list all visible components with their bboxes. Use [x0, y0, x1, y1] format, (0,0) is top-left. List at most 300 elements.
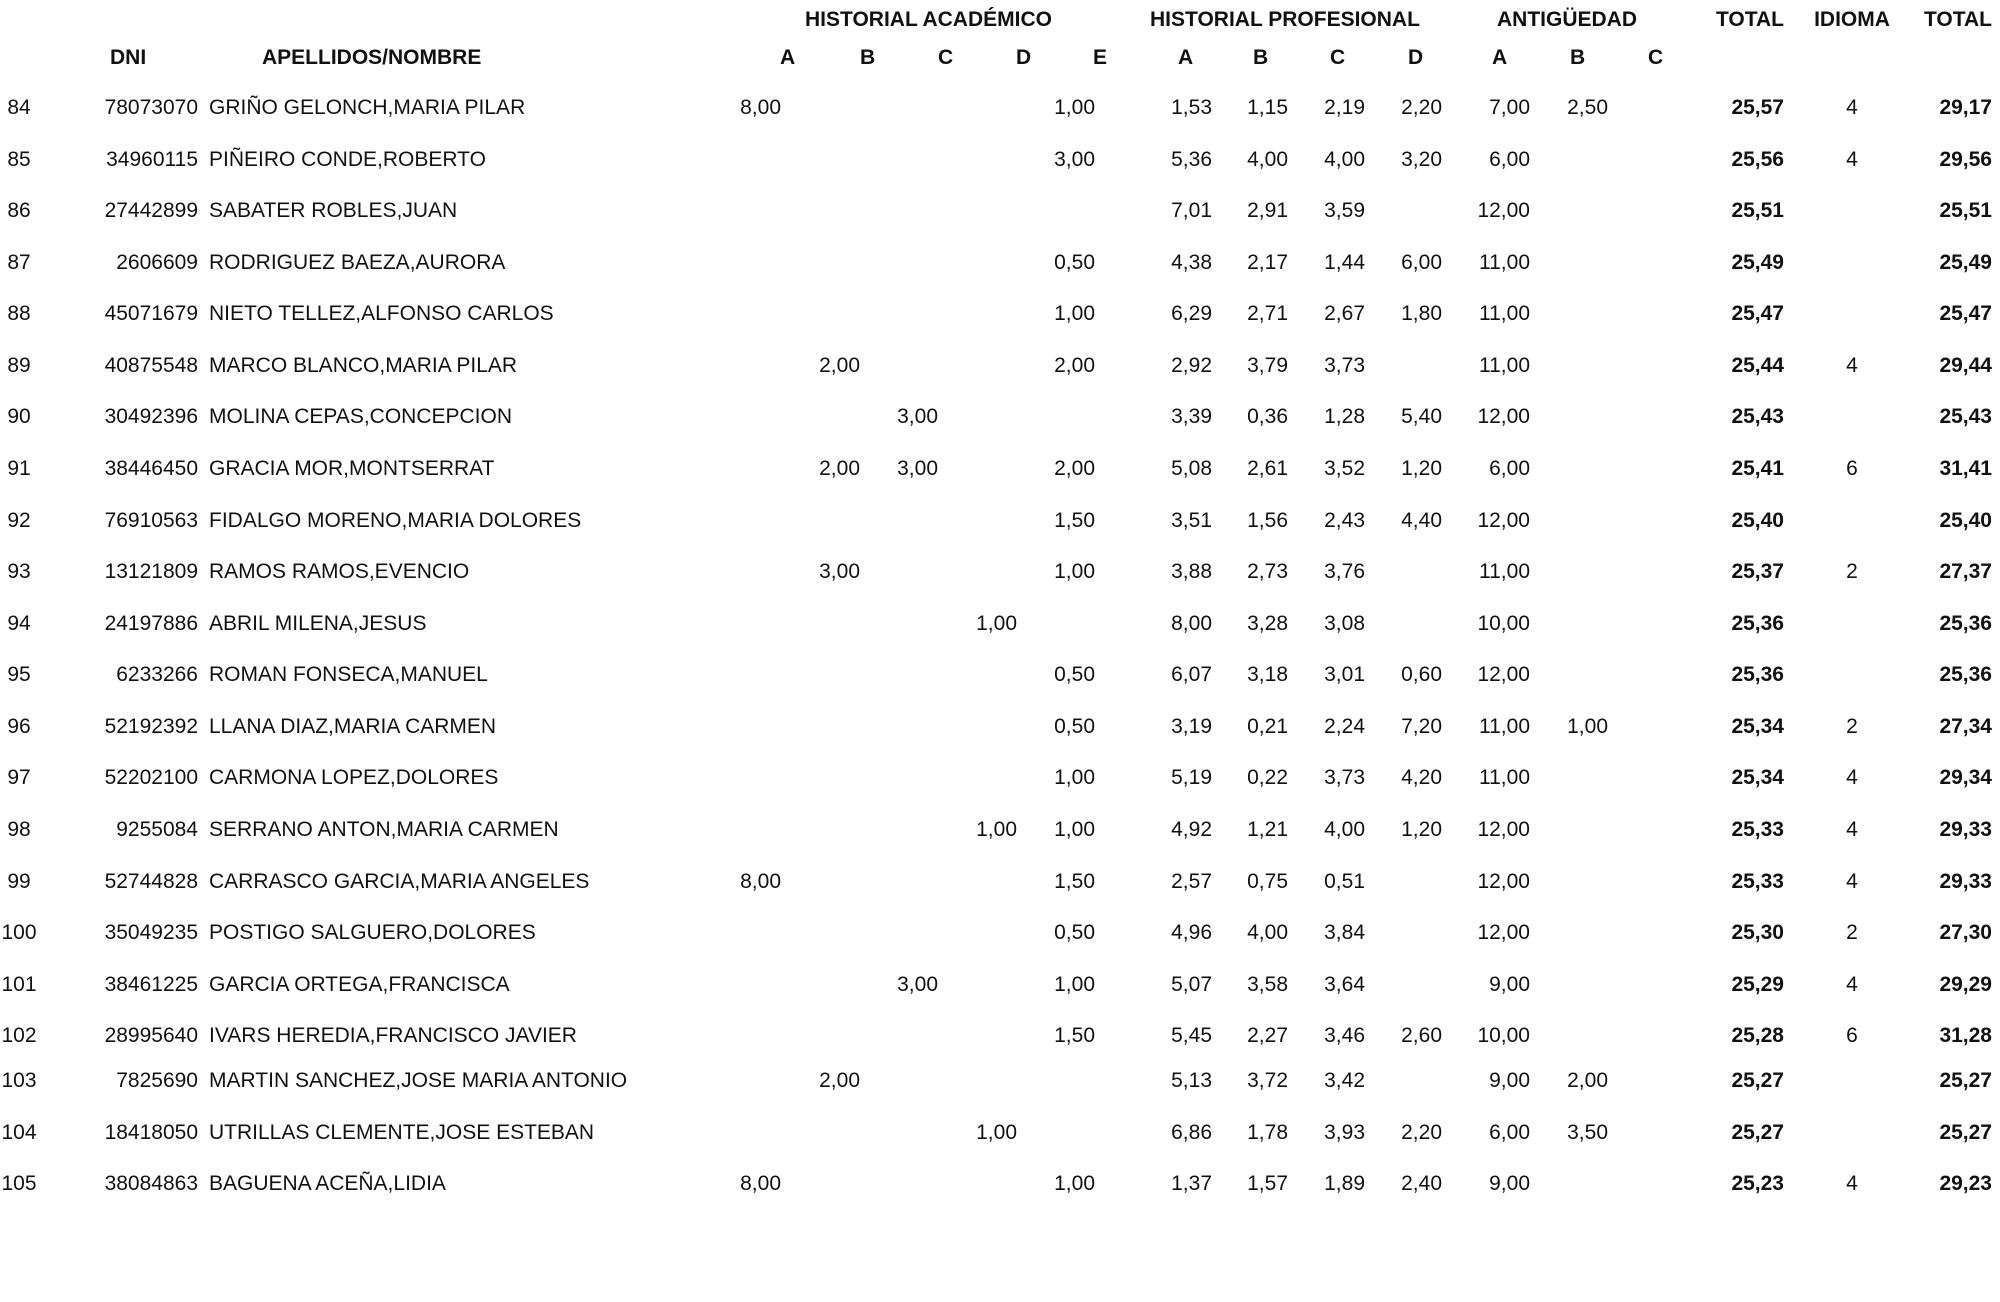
- name-cell: GRACIA MOR,MONTSERRAT: [209, 457, 495, 480]
- acad-cell-e: 0,50: [1054, 921, 1095, 944]
- idioma-cell: 2: [1846, 715, 1858, 738]
- prof-cell-c: 3,08: [1324, 612, 1365, 635]
- prof-cell-a: 5,08: [1171, 457, 1212, 480]
- total-final-cell: 29,29: [1939, 973, 1992, 996]
- ant-cell-a: 11,00: [1479, 354, 1530, 377]
- name-cell: RODRIGUEZ BAEZA,AURORA: [209, 251, 506, 274]
- total-final-cell: 29,33: [1939, 818, 1992, 841]
- prof-cell-c: 2,43: [1324, 509, 1365, 532]
- ant-cell-a: 6,00: [1489, 1121, 1530, 1144]
- table-row: [0, 765, 2000, 795]
- acad-cell-c: 3,00: [897, 405, 938, 428]
- name-cell: IVARS HEREDIA,FRANCISCO JAVIER: [209, 1024, 577, 1047]
- row-number: 86: [7, 199, 31, 222]
- row-number: 92: [7, 509, 31, 532]
- prof-cell-c: 3,76: [1324, 560, 1365, 583]
- acad-cell-e: 0,50: [1054, 663, 1095, 686]
- prof-cell-c: 3,59: [1324, 199, 1365, 222]
- prof-cell-b: 0,22: [1247, 766, 1288, 789]
- prof-cell-d: 0,60: [1401, 663, 1442, 686]
- total-final-cell: 25,40: [1939, 509, 1992, 532]
- total-cell: 25,29: [1731, 973, 1784, 996]
- dni-cell: 78073070: [104, 96, 198, 119]
- column-acad-e: E: [1093, 46, 1108, 69]
- prof-cell-c: 1,44: [1324, 251, 1365, 274]
- ant-cell-a: 9,00: [1489, 973, 1530, 996]
- table-row: [0, 1171, 2000, 1201]
- total-cell: 25,27: [1731, 1069, 1784, 1092]
- table-row: [0, 456, 2000, 486]
- total-cell: 25,36: [1731, 612, 1784, 635]
- name-cell: POSTIGO SALGUERO,DOLORES: [209, 921, 536, 944]
- idioma-cell: 2: [1846, 921, 1858, 944]
- ant-cell-a: 11,00: [1479, 251, 1530, 274]
- acad-cell-e: 2,00: [1054, 457, 1095, 480]
- table-row: [0, 662, 2000, 692]
- column-ant-a: A: [1492, 46, 1508, 69]
- prof-cell-a: 6,29: [1171, 302, 1212, 325]
- prof-cell-c: 3,64: [1324, 973, 1365, 996]
- prof-cell-b: 2,17: [1247, 251, 1288, 274]
- ant-cell-b: 1,00: [1567, 715, 1608, 738]
- total-cell: 25,23: [1731, 1172, 1784, 1195]
- table-row: [0, 1023, 2000, 1053]
- idioma-cell: 2: [1846, 560, 1858, 583]
- column-nombre: APELLIDOS/NOMBRE: [262, 46, 482, 69]
- acad-cell-a: 8,00: [740, 1172, 781, 1195]
- name-cell: MOLINA CEPAS,CONCEPCION: [209, 405, 513, 428]
- group-idioma: IDIOMA: [1814, 8, 1890, 31]
- table-row: [0, 1120, 2000, 1150]
- prof-cell-b: 1,15: [1247, 96, 1288, 119]
- table-row: [0, 404, 2000, 434]
- total-final-cell: 31,28: [1939, 1024, 1992, 1047]
- prof-cell-d: 5,40: [1401, 405, 1442, 428]
- table-row: [0, 301, 2000, 331]
- prof-cell-d: 2,20: [1401, 96, 1442, 119]
- prof-cell-c: 1,89: [1324, 1172, 1365, 1195]
- prof-cell-b: 1,56: [1247, 509, 1288, 532]
- table-row: [0, 611, 2000, 641]
- acad-cell-e: 0,50: [1054, 715, 1095, 738]
- group-total-final: TOTAL: [1923, 8, 1992, 31]
- dni-cell: 76910563: [104, 509, 198, 532]
- table-row: [0, 250, 2000, 280]
- prof-cell-b: 4,00: [1247, 921, 1288, 944]
- dni-cell: 6233266: [116, 663, 198, 686]
- acad-cell-b: 3,00: [819, 560, 860, 583]
- prof-cell-d: 1,20: [1401, 457, 1442, 480]
- prof-cell-a: 3,51: [1171, 509, 1212, 532]
- total-final-cell: 29,23: [1939, 1172, 1992, 1195]
- prof-cell-c: 1,28: [1324, 405, 1365, 428]
- prof-cell-a: 2,92: [1171, 354, 1212, 377]
- acad-cell-e: 1,00: [1054, 818, 1095, 841]
- prof-cell-c: 0,51: [1324, 870, 1365, 893]
- total-final-cell: 25,51: [1939, 199, 1992, 222]
- name-cell: UTRILLAS CLEMENTE,JOSE ESTEBAN: [209, 1121, 595, 1144]
- prof-cell-b: 1,78: [1247, 1121, 1288, 1144]
- acad-cell-e: 1,00: [1054, 1172, 1095, 1195]
- idioma-cell: 4: [1846, 870, 1858, 893]
- ant-cell-a: 7,00: [1489, 96, 1530, 119]
- total-cell: 25,34: [1731, 766, 1784, 789]
- prof-cell-b: 2,73: [1247, 560, 1288, 583]
- ant-cell-a: 10,00: [1477, 1024, 1530, 1047]
- acad-cell-e: 1,00: [1054, 96, 1095, 119]
- total-cell: 25,34: [1731, 715, 1784, 738]
- prof-cell-b: 0,21: [1247, 715, 1288, 738]
- ant-cell-a: 9,00: [1489, 1172, 1530, 1195]
- row-number: 98: [7, 818, 31, 841]
- total-final-cell: 29,33: [1939, 870, 1992, 893]
- prof-cell-b: 1,21: [1247, 818, 1288, 841]
- dni-cell: 7825690: [116, 1069, 198, 1092]
- prof-cell-c: 4,00: [1324, 148, 1365, 171]
- prof-cell-a: 5,07: [1171, 973, 1212, 996]
- ant-cell-a: 12,00: [1477, 870, 1530, 893]
- total-final-cell: 25,49: [1939, 251, 1992, 274]
- dni-cell: 38084863: [104, 1172, 198, 1195]
- prof-cell-c: 3,42: [1324, 1069, 1365, 1092]
- prof-cell-b: 0,75: [1247, 870, 1288, 893]
- name-cell: PIÑEIRO CONDE,ROBERTO: [209, 148, 486, 171]
- total-final-cell: 25,27: [1939, 1121, 1992, 1144]
- prof-cell-d: 4,40: [1401, 509, 1442, 532]
- name-cell: CARMONA LOPEZ,DOLORES: [209, 766, 499, 789]
- acad-cell-e: 1,00: [1054, 973, 1095, 996]
- prof-cell-b: 1,57: [1247, 1172, 1288, 1195]
- prof-cell-a: 3,88: [1171, 560, 1212, 583]
- dni-cell: 38461225: [104, 973, 198, 996]
- prof-cell-b: 4,00: [1247, 148, 1288, 171]
- column-ant-c: C: [1648, 46, 1664, 69]
- ant-cell-b: 3,50: [1567, 1121, 1608, 1144]
- dni-cell: 52202100: [104, 766, 198, 789]
- acad-cell-b: 2,00: [819, 1069, 860, 1092]
- name-cell: ABRIL MILENA,JESUS: [209, 612, 427, 635]
- row-number: 102: [1, 1024, 37, 1047]
- name-cell: LLANA DIAZ,MARIA CARMEN: [209, 715, 497, 738]
- prof-cell-c: 3,84: [1324, 921, 1365, 944]
- column-acad-d: D: [1016, 46, 1032, 69]
- ant-cell-a: 6,00: [1489, 457, 1530, 480]
- total-final-cell: 25,36: [1939, 612, 1992, 635]
- table-row: [0, 714, 2000, 744]
- prof-cell-a: 7,01: [1171, 199, 1212, 222]
- name-cell: MARTIN SANCHEZ,JOSE MARIA ANTONIO: [209, 1069, 628, 1092]
- table-row: [0, 972, 2000, 1002]
- ant-cell-a: 11,00: [1479, 766, 1530, 789]
- acad-cell-e: 1,50: [1054, 509, 1095, 532]
- prof-cell-c: 2,67: [1324, 302, 1365, 325]
- acad-cell-e: 3,00: [1054, 148, 1095, 171]
- prof-cell-a: 3,39: [1171, 405, 1212, 428]
- prof-cell-b: 2,61: [1247, 457, 1288, 480]
- idioma-cell: 4: [1846, 148, 1858, 171]
- dni-cell: 13121809: [104, 560, 198, 583]
- ant-cell-a: 12,00: [1477, 921, 1530, 944]
- prof-cell-d: 2,60: [1401, 1024, 1442, 1047]
- acad-cell-e: 1,00: [1054, 302, 1095, 325]
- table-row: [0, 508, 2000, 538]
- name-cell: FIDALGO MORENO,MARIA DOLORES: [209, 509, 582, 532]
- prof-cell-d: 2,40: [1401, 1172, 1442, 1195]
- prof-cell-d: 6,00: [1401, 251, 1442, 274]
- total-final-cell: 25,36: [1939, 663, 1992, 686]
- idioma-cell: 4: [1846, 96, 1858, 119]
- table-row: [0, 920, 2000, 950]
- total-cell: 25,33: [1731, 818, 1784, 841]
- total-final-cell: 27,34: [1939, 715, 1992, 738]
- idioma-cell: 4: [1846, 818, 1858, 841]
- total-final-cell: 27,30: [1939, 921, 1992, 944]
- total-cell: 25,49: [1731, 251, 1784, 274]
- dni-cell: 28995640: [104, 1024, 198, 1047]
- total-cell: 25,51: [1731, 199, 1784, 222]
- row-number: 87: [7, 251, 31, 274]
- column-ant-b: B: [1570, 46, 1586, 69]
- row-number: 85: [7, 148, 31, 171]
- name-cell: MARCO BLANCO,MARIA PILAR: [209, 354, 518, 377]
- dni-cell: 38446450: [104, 457, 198, 480]
- acad-cell-e: 1,00: [1054, 766, 1095, 789]
- total-final-cell: 25,27: [1939, 1069, 1992, 1092]
- row-number: 93: [7, 560, 31, 583]
- prof-cell-a: 4,38: [1171, 251, 1212, 274]
- name-cell: GARCIA ORTEGA,FRANCISCA: [209, 973, 510, 996]
- prof-cell-c: 3,73: [1324, 766, 1365, 789]
- row-number: 94: [7, 612, 31, 635]
- total-cell: 25,56: [1731, 148, 1784, 171]
- acad-cell-a: 8,00: [740, 96, 781, 119]
- row-number: 90: [7, 405, 31, 428]
- prof-cell-d: 2,20: [1401, 1121, 1442, 1144]
- dni-cell: 52192392: [104, 715, 198, 738]
- row-number: 95: [7, 663, 31, 686]
- prof-cell-c: 2,19: [1324, 96, 1365, 119]
- prof-cell-d: 7,20: [1401, 715, 1442, 738]
- acad-cell-e: 1,50: [1054, 1024, 1095, 1047]
- name-cell: NIETO TELLEZ,ALFONSO CARLOS: [209, 302, 554, 325]
- dni-cell: 27442899: [104, 199, 198, 222]
- group-total: TOTAL: [1715, 8, 1784, 31]
- ant-cell-a: 11,00: [1479, 302, 1530, 325]
- row-number: 91: [7, 457, 31, 480]
- ant-cell-b: 2,50: [1567, 96, 1608, 119]
- ant-cell-a: 9,00: [1489, 1069, 1530, 1092]
- row-number: 84: [7, 96, 31, 119]
- dni-cell: 52744828: [104, 870, 198, 893]
- dni-cell: 35049235: [104, 921, 198, 944]
- column-prof-b: B: [1253, 46, 1269, 69]
- row-number: 101: [1, 973, 37, 996]
- prof-cell-d: 4,20: [1401, 766, 1442, 789]
- dni-cell: 30492396: [104, 405, 198, 428]
- prof-cell-b: 3,28: [1247, 612, 1288, 635]
- total-cell: 25,28: [1731, 1024, 1784, 1047]
- name-cell: SABATER ROBLES,JUAN: [209, 199, 458, 222]
- prof-cell-c: 4,00: [1324, 818, 1365, 841]
- dni-cell: 45071679: [104, 302, 198, 325]
- row-number: 105: [1, 1172, 37, 1195]
- name-cell: ROMAN FONSECA,MANUEL: [209, 663, 488, 686]
- dni-cell: 40875548: [104, 354, 198, 377]
- total-cell: 25,47: [1731, 302, 1784, 325]
- prof-cell-a: 6,86: [1171, 1121, 1212, 1144]
- total-final-cell: 29,56: [1939, 148, 1992, 171]
- prof-cell-b: 2,71: [1247, 302, 1288, 325]
- acad-cell-d: 1,00: [976, 612, 1017, 635]
- prof-cell-a: 3,19: [1171, 715, 1212, 738]
- column-acad-b: B: [860, 46, 876, 69]
- prof-cell-a: 6,07: [1171, 663, 1212, 686]
- total-final-cell: 29,44: [1939, 354, 1992, 377]
- ant-cell-a: 6,00: [1489, 148, 1530, 171]
- acad-cell-e: 1,50: [1054, 870, 1095, 893]
- acad-cell-a: 8,00: [740, 870, 781, 893]
- acad-cell-c: 3,00: [897, 457, 938, 480]
- total-final-cell: 27,37: [1939, 560, 1992, 583]
- table-row: [0, 817, 2000, 847]
- prof-cell-b: 3,58: [1247, 973, 1288, 996]
- ant-cell-a: 12,00: [1477, 663, 1530, 686]
- idioma-cell: 4: [1846, 354, 1858, 377]
- acad-cell-e: 0,50: [1054, 251, 1095, 274]
- column-acad-c: C: [938, 46, 954, 69]
- table-row: [0, 353, 2000, 383]
- total-cell: 25,30: [1731, 921, 1784, 944]
- prof-cell-a: 5,13: [1171, 1069, 1212, 1092]
- total-final-cell: 29,17: [1939, 96, 1992, 119]
- ant-cell-b: 2,00: [1567, 1069, 1608, 1092]
- prof-cell-c: 3,93: [1324, 1121, 1365, 1144]
- ant-cell-a: 11,00: [1479, 560, 1530, 583]
- ant-cell-a: 12,00: [1477, 509, 1530, 532]
- row-number: 89: [7, 354, 31, 377]
- acad-cell-c: 3,00: [897, 973, 938, 996]
- dni-cell: 9255084: [116, 818, 198, 841]
- name-cell: SERRANO ANTON,MARIA CARMEN: [209, 818, 559, 841]
- table-row: [0, 869, 2000, 899]
- dni-cell: 24197886: [104, 612, 198, 635]
- acad-cell-e: 2,00: [1054, 354, 1095, 377]
- prof-cell-a: 1,37: [1171, 1172, 1212, 1195]
- prof-cell-c: 3,46: [1324, 1024, 1365, 1047]
- row-number: 99: [7, 870, 31, 893]
- total-cell: 25,36: [1731, 663, 1784, 686]
- row-number: 96: [7, 715, 31, 738]
- prof-cell-b: 2,27: [1247, 1024, 1288, 1047]
- column-prof-a: A: [1178, 46, 1194, 69]
- acad-cell-b: 2,00: [819, 457, 860, 480]
- prof-cell-b: 3,72: [1247, 1069, 1288, 1092]
- prof-cell-c: 3,52: [1324, 457, 1365, 480]
- name-cell: GRIÑO GELONCH,MARIA PILAR: [209, 96, 526, 119]
- total-final-cell: 25,47: [1939, 302, 1992, 325]
- ant-cell-a: 12,00: [1477, 199, 1530, 222]
- group-profesional: HISTORIAL PROFESIONAL: [1150, 8, 1420, 31]
- total-cell: 25,27: [1731, 1121, 1784, 1144]
- prof-cell-c: 2,24: [1324, 715, 1365, 738]
- prof-cell-a: 5,45: [1171, 1024, 1212, 1047]
- idioma-cell: 4: [1846, 766, 1858, 789]
- table-row: [0, 559, 2000, 589]
- ant-cell-a: 12,00: [1477, 405, 1530, 428]
- ant-cell-a: 10,00: [1477, 612, 1530, 635]
- total-cell: 25,43: [1731, 405, 1784, 428]
- prof-cell-a: 8,00: [1171, 612, 1212, 635]
- row-number: 97: [7, 766, 31, 789]
- acad-cell-e: 1,00: [1054, 560, 1095, 583]
- prof-cell-c: 3,73: [1324, 354, 1365, 377]
- row-number: 100: [1, 921, 37, 944]
- dni-cell: 34960115: [106, 148, 198, 171]
- column-prof-d: D: [1408, 46, 1424, 69]
- prof-cell-a: 4,92: [1171, 818, 1212, 841]
- name-cell: RAMOS RAMOS,EVENCIO: [209, 560, 470, 583]
- prof-cell-d: 1,80: [1401, 302, 1442, 325]
- prof-cell-d: 3,20: [1401, 148, 1442, 171]
- name-cell: CARRASCO GARCIA,MARIA ANGELES: [209, 870, 590, 893]
- row-number: 104: [1, 1121, 37, 1144]
- table-row: [0, 1068, 2000, 1098]
- total-cell: 25,37: [1731, 560, 1784, 583]
- ant-cell-a: 11,00: [1479, 715, 1530, 738]
- prof-cell-b: 3,18: [1247, 663, 1288, 686]
- prof-cell-b: 0,36: [1247, 405, 1288, 428]
- idioma-cell: 6: [1846, 1024, 1858, 1047]
- table-row: [0, 198, 2000, 228]
- dni-cell: 2606609: [116, 251, 198, 274]
- total-final-cell: 29,34: [1939, 766, 1992, 789]
- total-cell: 25,33: [1731, 870, 1784, 893]
- table-row: [0, 95, 2000, 125]
- prof-cell-a: 2,57: [1171, 870, 1212, 893]
- table-row: [0, 147, 2000, 177]
- total-cell: 25,57: [1731, 96, 1784, 119]
- acad-cell-d: 1,00: [976, 818, 1017, 841]
- prof-cell-c: 3,01: [1324, 663, 1365, 686]
- prof-cell-a: 1,53: [1171, 96, 1212, 119]
- prof-cell-d: 1,20: [1401, 818, 1442, 841]
- idioma-cell: 6: [1846, 457, 1858, 480]
- prof-cell-a: 5,19: [1171, 766, 1212, 789]
- total-cell: 25,44: [1731, 354, 1784, 377]
- group-academico: HISTORIAL ACADÉMICO: [805, 8, 1052, 31]
- ant-cell-a: 12,00: [1477, 818, 1530, 841]
- column-prof-c: C: [1330, 46, 1346, 69]
- total-final-cell: 25,43: [1939, 405, 1992, 428]
- total-final-cell: 31,41: [1939, 457, 1992, 480]
- prof-cell-b: 3,79: [1247, 354, 1288, 377]
- total-cell: 25,41: [1731, 457, 1784, 480]
- prof-cell-a: 5,36: [1171, 148, 1212, 171]
- row-number: 88: [7, 302, 31, 325]
- column-dni: DNI: [110, 46, 147, 69]
- idioma-cell: 4: [1846, 973, 1858, 996]
- row-number: 103: [1, 1069, 37, 1092]
- dni-cell: 18418050: [104, 1121, 198, 1144]
- column-acad-a: A: [780, 46, 796, 69]
- acad-cell-b: 2,00: [819, 354, 860, 377]
- prof-cell-a: 4,96: [1171, 921, 1212, 944]
- name-cell: BAGUENA ACEÑA,LIDIA: [209, 1172, 446, 1195]
- total-cell: 25,40: [1731, 509, 1784, 532]
- acad-cell-d: 1,00: [976, 1121, 1017, 1144]
- idioma-cell: 4: [1846, 1172, 1858, 1195]
- group-antiguedad: ANTIGÜEDAD: [1497, 8, 1637, 31]
